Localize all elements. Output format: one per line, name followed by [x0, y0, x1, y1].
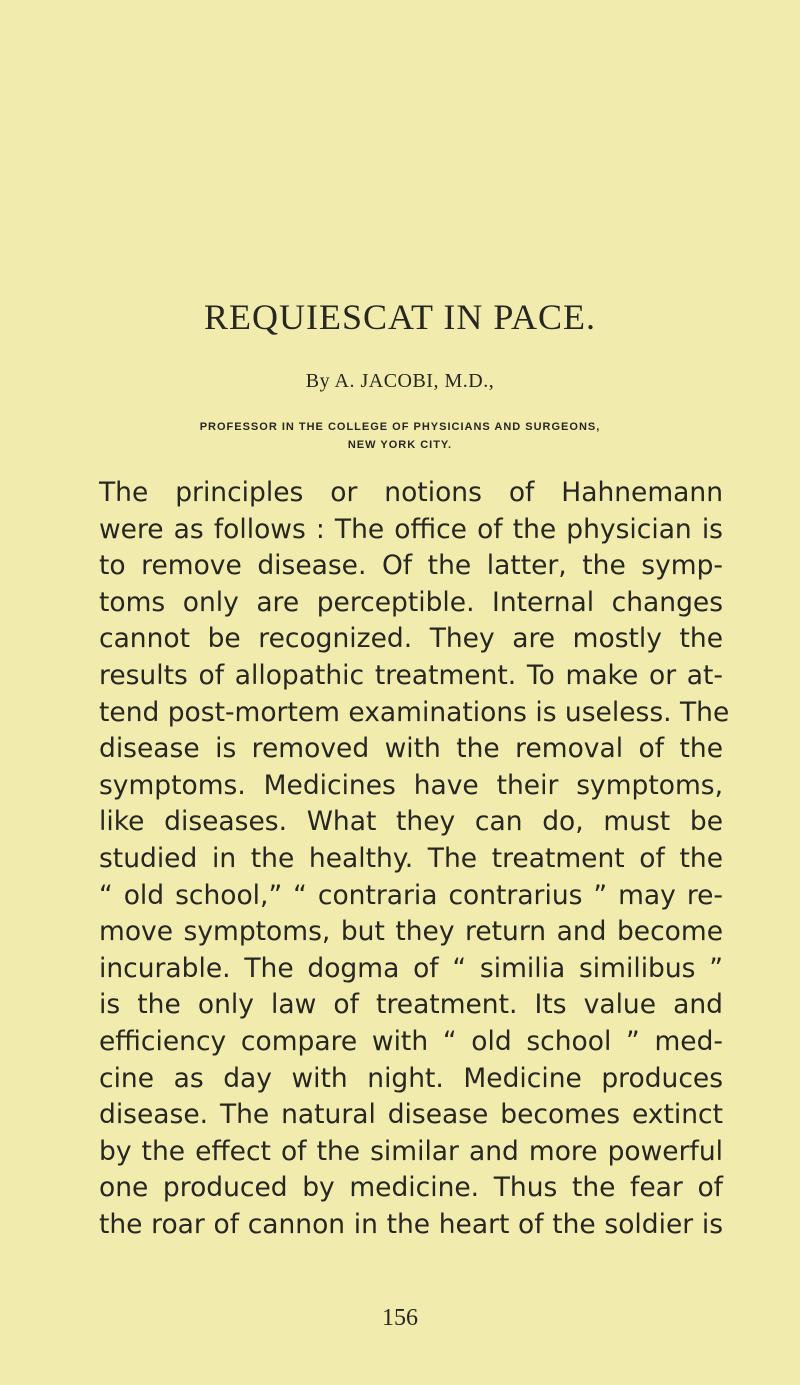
text-line: by the effect of the similar and more powerful	[99, 1135, 723, 1167]
text-line: studied in the healthy. The treatment of the	[99, 842, 723, 874]
text-line: symptoms. Medicines have their symptoms,	[99, 769, 723, 801]
text-line: The principles or notions of Hahnemann	[99, 477, 723, 508]
text-line: to remove disease. Of the latter, the symp-	[99, 550, 723, 582]
page-number: 156	[382, 1305, 418, 1331]
author-byline: By A. JACOBI, M.D.,	[305, 370, 495, 392]
text-line: move symptoms, but they return and become	[99, 916, 723, 948]
text-line: toms only are perceptible. Internal changes	[99, 586, 723, 618]
text-line: the roar of cannon in the heart of the soldier is	[99, 1208, 723, 1240]
text-line: disease. The natural disease becomes extinct	[99, 1099, 723, 1131]
affiliation-line-1: PROFESSOR IN THE COLLEGE OF PHYSICIANS AND SURGEONS,	[199, 421, 601, 433]
affiliation-line-2: NEW YORK CITY.	[347, 439, 453, 451]
text-line: is the only law of treatment. Its value and	[99, 989, 723, 1021]
text-line: efficiency compare with “ old school ” med-	[99, 1025, 723, 1057]
text-line: “ old school,” “ contraria contrarius ” may re-	[99, 879, 723, 911]
text-line: cannot be recognized. They are mostly the	[99, 623, 723, 655]
page-title: REQUIESCAT IN PACE.	[203, 297, 597, 337]
text-line: tend post-mortem examinations is useless. The	[99, 696, 730, 728]
text-line: one produced by medicine. Thus the fear of	[99, 1172, 723, 1204]
author-affiliation	[0, 418, 800, 454]
body-paragraph	[99, 475, 730, 1243]
text-line: results of allopathic treatment. To make or at-	[99, 659, 723, 691]
text-line: cine as day with night. Medicine produces	[99, 1062, 723, 1094]
text-line: incurable. The dogma of “ similia similibus ”	[99, 952, 723, 984]
text-line: were as follows : The office of the physician is	[99, 513, 723, 545]
text-line: like diseases. What they can do, must be	[99, 806, 723, 838]
text-line: disease is removed with the removal of the	[99, 733, 723, 765]
